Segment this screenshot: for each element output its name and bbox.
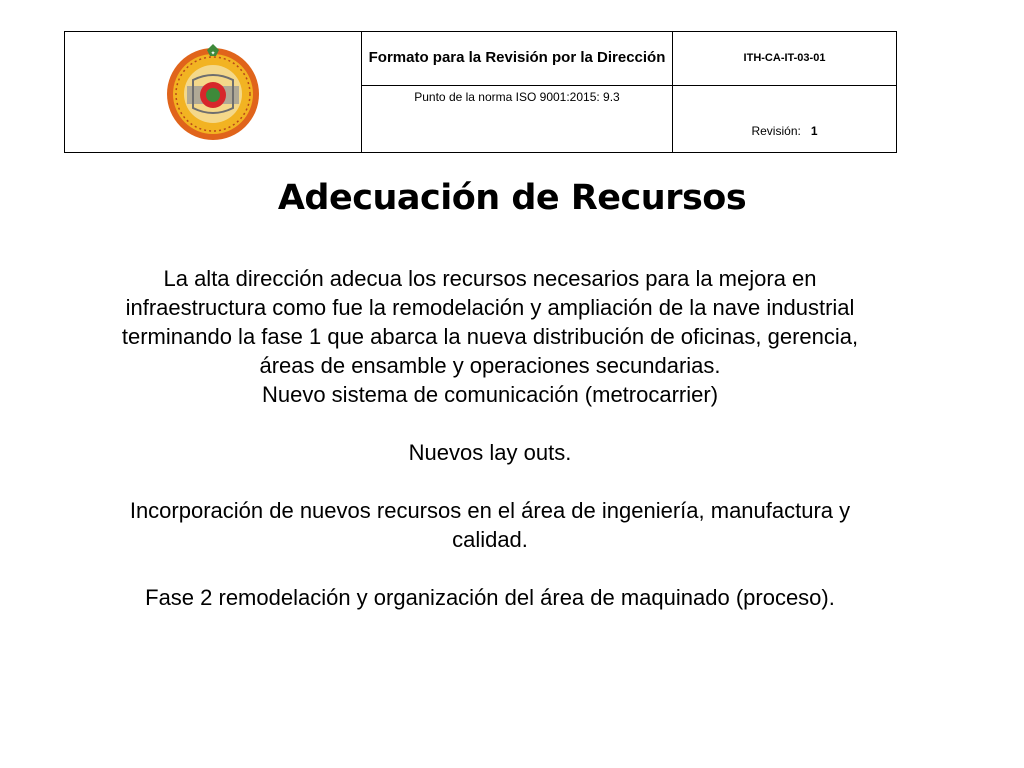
paragraph-recursos: Incorporación de nuevos recursos en el área de ingeniería, manufactura y calidad.	[129, 498, 851, 552]
format-title: Formato para la Revisión por la Dirección	[362, 32, 673, 86]
institution-seal-icon	[163, 42, 263, 142]
revision-label: Revisión:	[751, 124, 801, 138]
paragraph-layouts: Nuevos lay outs.	[408, 440, 572, 465]
svg-text:✦: ✦	[210, 50, 216, 57]
document-header-table	[64, 31, 897, 153]
revision-cell	[673, 85, 897, 152]
spacer	[100, 554, 880, 583]
paragraph-fase2: Fase 2 remodelación y organización del área de maquinado (proceso).	[145, 585, 835, 610]
paragraph-comunicacion: Nuevo sistema de comunicación (metrocarrier)	[261, 382, 719, 407]
page-title: Adecuación de Recursos	[277, 178, 747, 218]
logo-cell	[65, 32, 362, 153]
document-code: ITH-CA-IT-03-01	[673, 32, 897, 86]
body-content	[100, 264, 880, 612]
norma-reference: Punto de la norma ISO 9001:2015: 9.3	[362, 85, 673, 152]
paragraph-infraestructura: La alta dirección adecua los recursos necesarios para la mejora en infraestructura como fue la remodelación y ampliación de la nave industrial terminando la fase 1 que abarca la nueva distribución de oficinas, gerencia, áreas de ensamble y operaciones secundarias.	[121, 266, 859, 378]
spacer	[100, 467, 880, 496]
spacer	[100, 409, 880, 438]
revision-number: 1	[810, 124, 818, 138]
